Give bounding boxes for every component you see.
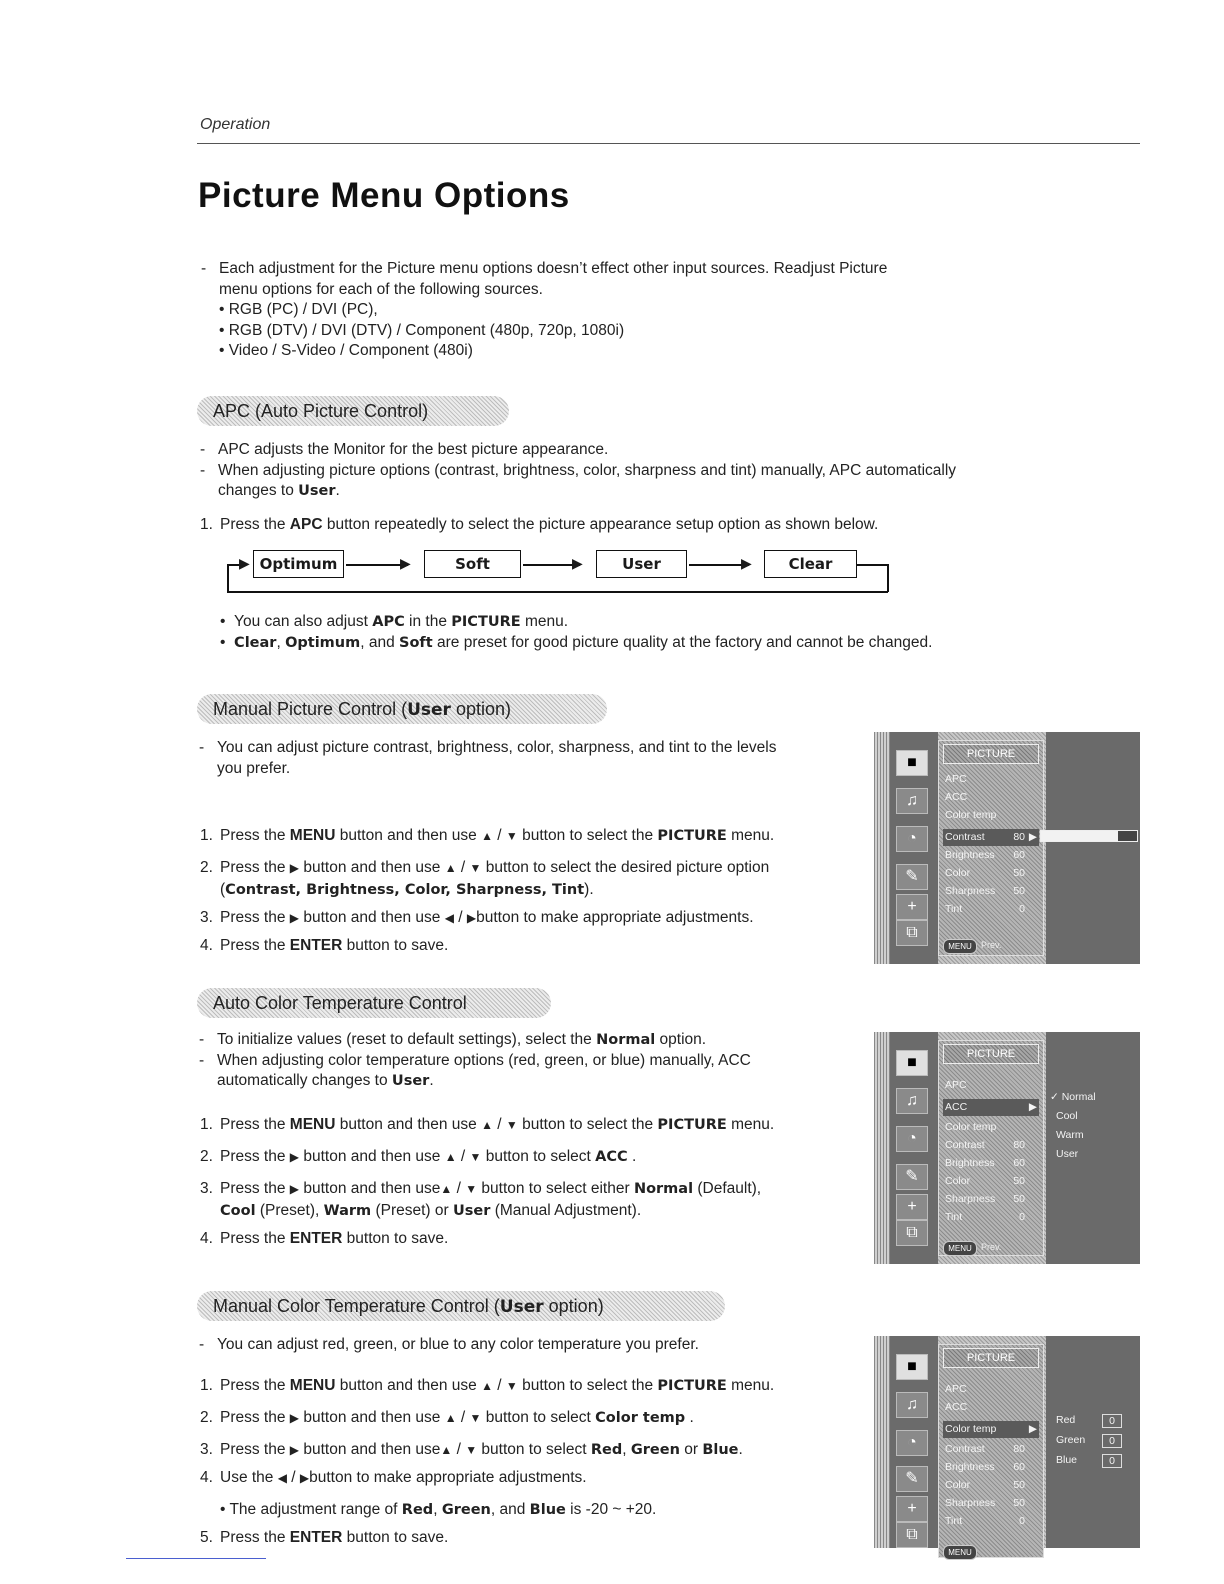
- time-icon: ◔: [896, 1430, 928, 1456]
- setup-icon: ✎: [896, 864, 928, 890]
- time-icon: ◔: [896, 1126, 928, 1152]
- sound-icon: ♫: [896, 1088, 928, 1114]
- intro-text-2: menu options for each of the following sources.: [219, 280, 543, 298]
- time-icon: ◔: [896, 826, 928, 852]
- section-heading-acc: Auto Color Temperature Control: [197, 988, 551, 1018]
- intro-bullet: • Video / S-Video / Component (480i): [219, 342, 473, 359]
- manual-color-description: - You can adjust red, green, or blue to any color temperature you prefer.: [199, 1336, 699, 1353]
- apc-step-1: 1. Press the APC button repeatedly to select the picture appearance setup option as shown below.: [200, 516, 879, 533]
- acc-description: - To initialize values (reset to default settings), select the Normal option. - When adjusting color temperature options (red, green, or blue) manually, ACC automatically changes to User.: [199, 1031, 751, 1089]
- manual-color-steps: 1. Press the MENU button and then use ▲ / ▼ button to select the PICTURE menu. 2. Press the ▶ button and then use ▲ / ▼ button to select Color temp . 3. Press the ▶ button and then use▲ / ▼ button to select Red, Green or Blue. 4. Use the ◀ / ▶button to make appropriate adjustments. • The adjustment range of Red, Green, and Blue is -20 ~ +20. 5. Press the ENTER button to save.: [200, 1377, 775, 1546]
- flow-box-user: User: [596, 550, 687, 578]
- osd-picture-menu-acc: ■ ♫ ◔ ✎ + ⧉ PICTURE APC ACC ▶ Color temp Contrast 80 Brightness 60 Color 50 Sharpness 50 Tint 0 MENU Prev. ✓ Normal Cool Warm User: [874, 1032, 1140, 1264]
- apc-description: - APC adjusts the Monitor for the best picture appearance. - When adjusting picture options (contrast, brightness, color, sharpness and tint) manually, APC automatically changes to User.: [200, 441, 957, 499]
- picture-icon: ■: [896, 1050, 928, 1076]
- intro-bullet: • RGB (DTV) / DVI (DTV) / Component (480p, 720p, 1080i): [219, 321, 625, 339]
- manual-picture-description: - You can adjust picture contrast, brightness, color, sharpness, and tint to the levels you prefer.: [199, 739, 777, 777]
- pip-icon: ⧉: [896, 920, 928, 946]
- manual-picture-steps: 1. Press the MENU button and then use ▲ / ▼ button to select the PICTURE menu. 2. Press the ▶ button and then use ▲ / ▼ button to select the desired picture option (Contrast, Brightness, Color, Sharpness, Tint). 3. Press the ▶ button and then use ◀ / ▶button to make appropriate adjustments. 4. Press the ENTER button to save.: [200, 827, 775, 954]
- flow-box-soft: Soft: [424, 550, 521, 578]
- osd-picture-menu-contrast: ■ ♫ ◔ ✎ + ⧉ PICTURE APC ACC Color temp Contrast 80 ▶ Brightness 60 Color 50 Sharpness 50 Tint 0 MENU Prev.: [874, 732, 1140, 964]
- setup-icon: ✎: [896, 1466, 928, 1492]
- page-header: Operation: [200, 116, 271, 133]
- setup-icon: ✎: [896, 1164, 928, 1190]
- bottom-rule: [126, 1558, 266, 1559]
- screen-icon: +: [896, 1194, 928, 1220]
- acc-steps: 1. Press the MENU button and then use ▲ / ▼ button to select the PICTURE menu. 2. Press the ▶ button and then use ▲ / ▼ button to select ACC . 3. Press the ▶ button and then use▲ / ▼ button to select either Normal (Default), Cool (Preset), Warm (Preset) or User (Manual Adjustment). 4. Press the ENTER button to save.: [200, 1116, 775, 1247]
- osd-picture-menu-color-temp: ■ ♫ ◔ ✎ + ⧉ PICTURE APC ACC Color temp ▶ Contrast 80 Brightness 60 Color 50 Sharpness 50 Tint 0 MENU Red Green Blue 0 0 0: [874, 1336, 1140, 1548]
- header-rule: [197, 143, 1140, 144]
- sound-icon: ♫: [896, 788, 928, 814]
- screen-icon: +: [896, 894, 928, 920]
- pip-icon: ⧉: [896, 1220, 928, 1246]
- section-heading-manual-picture: Manual Picture Control (User option): [197, 694, 607, 724]
- picture-icon: ■: [896, 750, 928, 776]
- sound-icon: ♫: [896, 1392, 928, 1418]
- flow-box-clear: Clear: [764, 550, 857, 578]
- intro-text-1: Each adjustment for the Picture menu options doesn’t effect other input sources. Readjust Picture: [219, 260, 888, 277]
- apc-notes: • You can also adjust APC in the PICTURE menu. • Clear, Optimum, and Soft are preset for good picture quality at the factory and cannot be changed.: [220, 613, 933, 651]
- screen-icon: +: [896, 1496, 928, 1522]
- pip-icon: ⧉: [896, 1522, 928, 1548]
- picture-icon: ■: [896, 1354, 928, 1380]
- intro-block: - Each adjustment for the Picture menu options doesn’t effect other input sources. Readjust Picture menu options for each of the following sources. • RGB (PC) / DVI (PC), • RGB (DTV) / DVI (DTV) / Component (480p, 720p, 1080i) • Video / S-Video / Component (480i): [219, 259, 979, 362]
- section-heading-apc: APC (Auto Picture Control): [197, 396, 509, 426]
- contrast-slider: [1040, 830, 1138, 842]
- page-title: Picture Menu Options: [198, 176, 570, 215]
- flow-box-optimum: Optimum: [253, 550, 344, 578]
- intro-bullet: • RGB (PC) / DVI (PC),: [219, 301, 378, 318]
- section-heading-manual-color: Manual Color Temperature Control (User option): [197, 1291, 725, 1321]
